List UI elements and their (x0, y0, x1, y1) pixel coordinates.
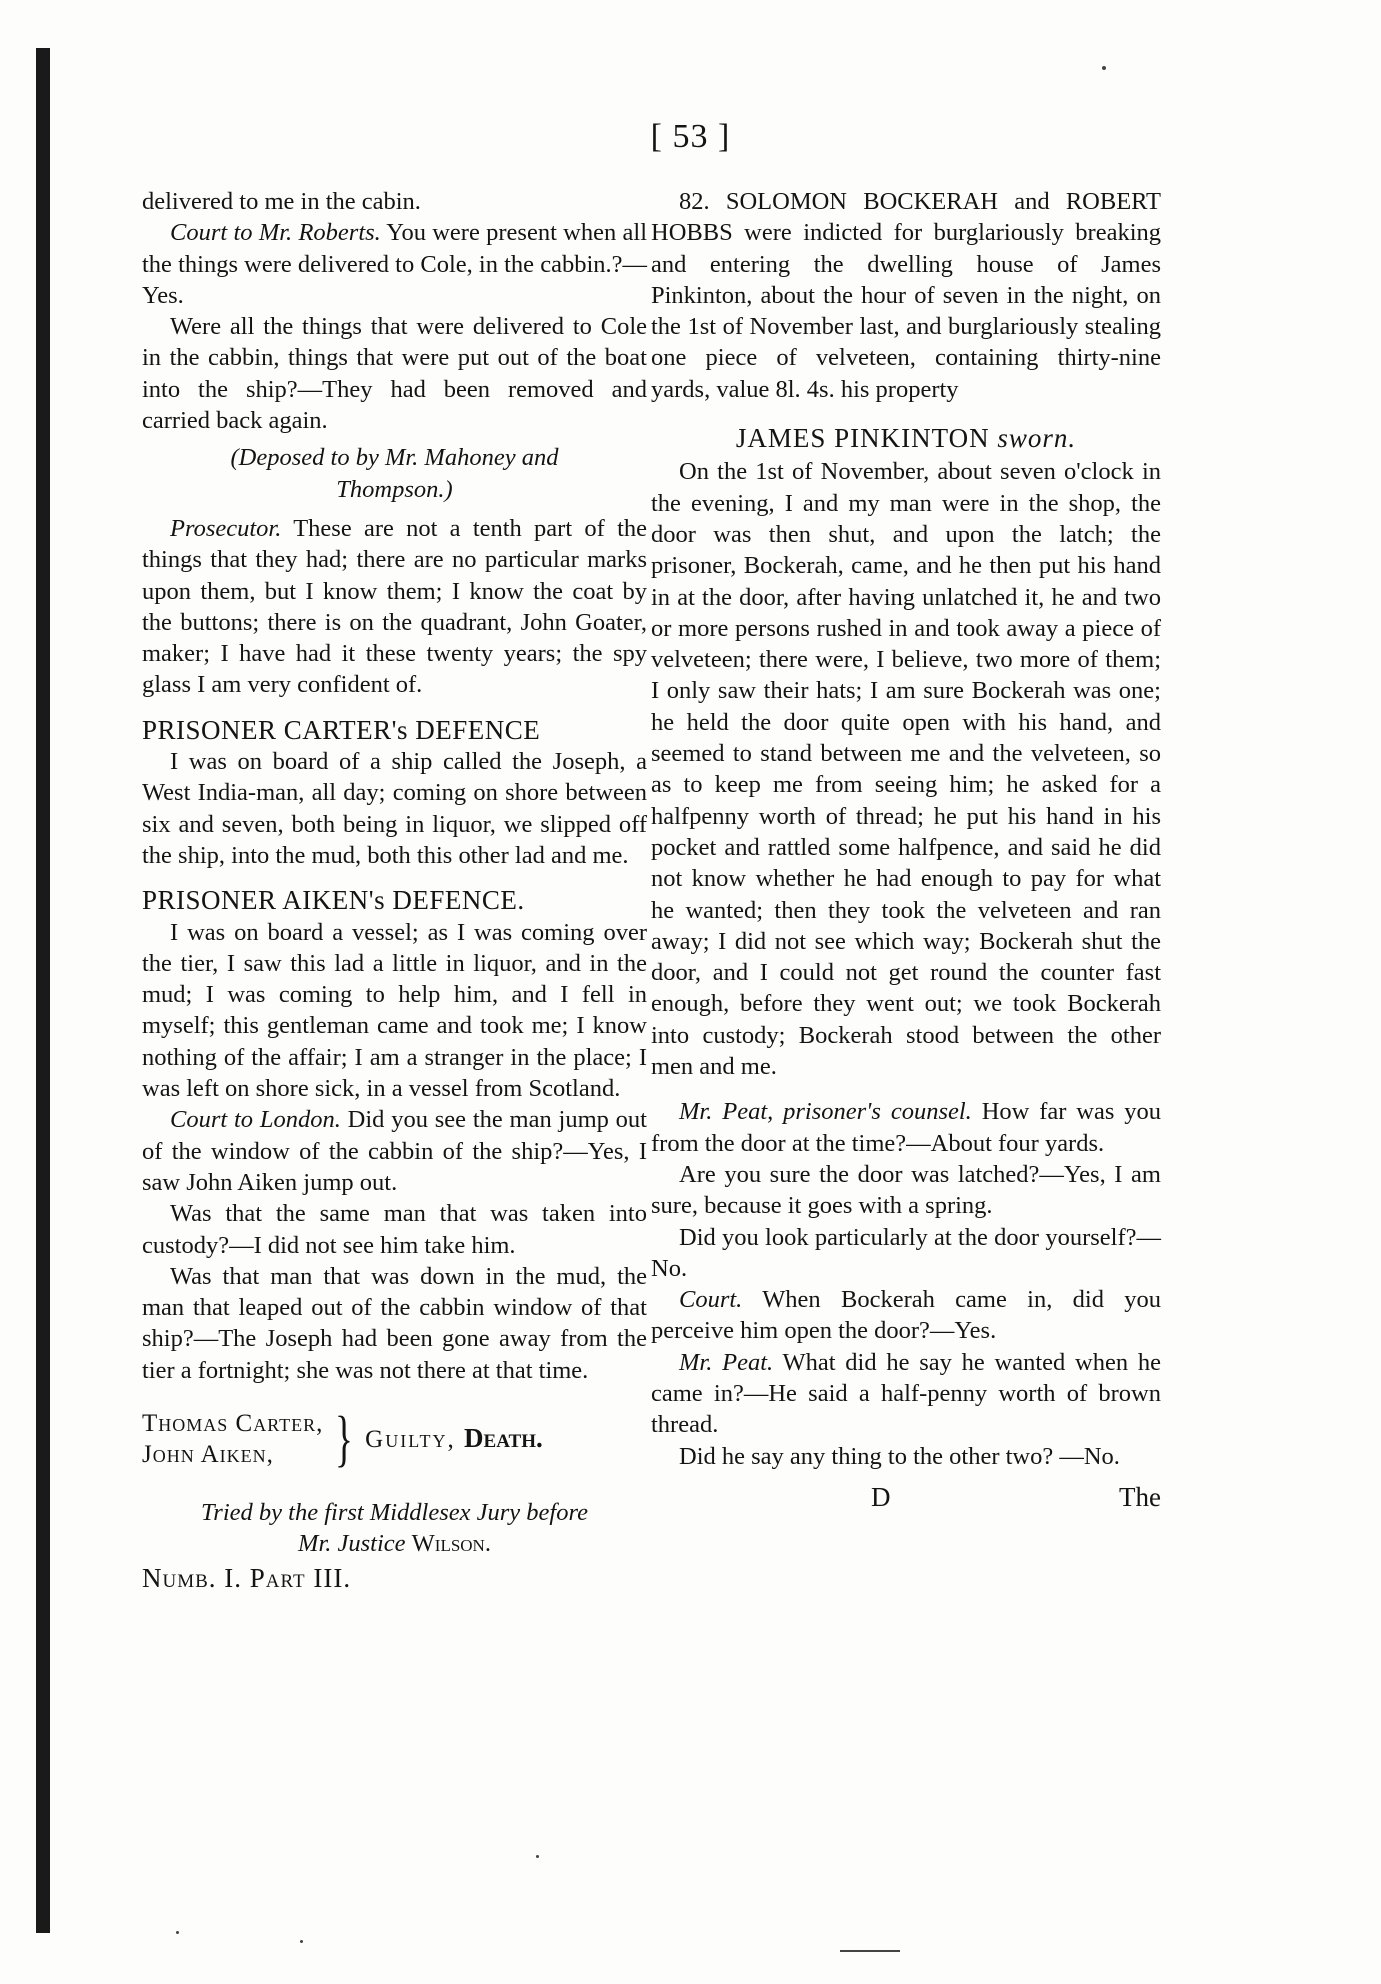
paragraph: On the 1st of November, about seven o'clock in the evening, I and my man were in the shop, the door was then shut, and upon the latch; the prisoner, Bockerah, came, and he then put his hand in at the door, after having unlatched it, he and two or more persons rushed in and took away a piece of velveteen; there were, I believe, two more of them; I only saw their hats; I am sure Bockerah was one; he held the door quite open with his hand, and seemed to stand between me and the velveteen, so as to keep me from seeing him; he asked for a halfpenny worth of thread; he put his hand in his pocket and rattled some halfpence, and said he did not know whether he had enough to pay for what he wanted; then they took the velveteen and ran away; I did not see which way; Bockerah shut the door, and I could not get round the counter fast enough, before they went out; we took Bockerah into custody; Bockerah stood between the other men and me. (651, 458, 1161, 1081)
speaker: Court to Mr. Roberts. (170, 219, 381, 247)
paragraph-text: You were present when all the things were delivered to Cole, in the cabbin.?—Yes. (142, 219, 648, 309)
paragraph (142, 1104, 647, 1198)
speaker: Prosecutor. (170, 514, 282, 542)
paragraph: Was that man that was down in the mud, the man that leaped out of the cabbin window of that ship?—The Joseph had been gone away from the tier a fortnight; she was not there at that time. (142, 1262, 647, 1384)
verdict (142, 1405, 647, 1474)
paragraph-text: How far was you from the door at the time?—About four yards. (651, 1098, 1162, 1157)
witness-name: JAMES PINKINTON (735, 423, 990, 454)
paragraph-text: When Bockerah came in, did you perceive him open the door?—Yes. (651, 1286, 1162, 1345)
paragraph: Did you look particularly at the door yourself?—No. (651, 1223, 1161, 1282)
section-heading: PRISONER AIKEN's DEFENCE. (142, 885, 525, 916)
verdict-guilty: Guilty, (365, 1426, 456, 1454)
scan-speck (1102, 66, 1106, 70)
jury-note (142, 1497, 647, 1560)
verdict-text (365, 1423, 543, 1455)
brace-glyph: } (335, 1405, 354, 1474)
left-column (142, 186, 647, 1594)
deposition-line: Thompson.) (336, 475, 453, 503)
paragraph: Did he say any thing to the other two? —No. (679, 1442, 1120, 1470)
paragraph-text: These are not a tenth part of the things that they had; there are no particular marks upon them, but I know them; I know the coat by the buttons; there is on the quadrant, John Goater, maker; I have had it these twenty years; the spy glass I am very confident of. (142, 514, 647, 699)
footer-right (651, 1482, 1161, 1513)
signature-mark: D (871, 1481, 891, 1512)
scan-edge-bar (36, 48, 50, 1933)
judge-name: Wilson. (411, 1529, 491, 1557)
verdict-names (142, 1408, 323, 1471)
paragraph (651, 1284, 1161, 1347)
scan-speck (840, 1950, 900, 1952)
deposition-note (142, 442, 647, 505)
footer-left (142, 1563, 647, 1594)
paragraph: Are you sure the door was latched?—Yes, I am sure, because it goes with a spring. (651, 1160, 1161, 1220)
page-number: [ 53 ] (650, 118, 731, 155)
speaker: Court. (679, 1286, 743, 1314)
paragraph: 82. SOLOMON BOCKERAH and ROBERT HOBBS were indicted for burglariously breaking and entering the dwelling house of James Pinkinton, about the hour of seven in the night, on the 1st of November last, and burglariously stealing one piece of velveteen, containing thirty-nine yards, value 8l. 4s. his property (651, 188, 1161, 403)
paragraph: delivered to me in the cabin. (142, 188, 421, 215)
section-heading: PRISONER CARTER's DEFENCE (142, 714, 541, 745)
paragraph (142, 513, 647, 701)
prisoner-name: Thomas Carter, (142, 1409, 324, 1437)
right-column (651, 186, 1161, 1513)
scan-speck (300, 1940, 303, 1943)
witness-sworn: sworn. (997, 423, 1077, 454)
paragraph: I was on board a vessel; as I was coming over the tier, I saw this lad a little in liquor, and in the mud; I was coming to help him, and I fell in myself; this gentleman came and took me; I know nothing of the affair; I am a stranger in the place; I was left on shore sick, in a vessel from Scotland. (142, 918, 647, 1103)
paragraph: Was that the same man that was taken into custody?—I did not see him take him. (142, 1200, 647, 1259)
jury-line (142, 1528, 647, 1559)
witness-heading (651, 423, 1161, 454)
speaker: Mr. Peat, prisoner's counsel. (679, 1098, 972, 1126)
judge-title: Mr. Justice (298, 1529, 406, 1557)
paragraph (651, 1347, 1161, 1441)
deposition-line: (Deposed to by Mr. Mahoney and (230, 444, 559, 472)
speaker: Mr. Peat. (679, 1348, 774, 1376)
number-part-label: Numb. I. Part III. (142, 1563, 352, 1594)
scan-speck (176, 1931, 179, 1934)
verdict-sentence: Death. (464, 1423, 543, 1454)
paragraph: Were all the things that were delivered to Cole in the cabbin, things that were put out of the boat into the ship?—They had been removed and carried back again. (142, 313, 647, 435)
scan-speck (536, 1855, 539, 1858)
jury-line: Tried by the first Middlesex Jury before (201, 1498, 588, 1526)
paragraph (651, 1096, 1161, 1159)
prisoner-name: John Aiken, (142, 1441, 274, 1469)
paragraph: I was on board of a ship called the Joseph, a West India-man, all day; coming on shore between six and seven, both being in liquor, we slipped off the ship, into the mud, both this other lad and me. (142, 748, 647, 869)
catchword: The (1119, 1481, 1161, 1512)
paragraph-text: What did he say he wanted when he came in?—He said a half-penny worth of brown thread. (651, 1348, 1162, 1439)
paragraph (142, 217, 647, 311)
speaker: Court to London. (170, 1106, 341, 1134)
paragraph-text: Did you see the man jump out of the window of the cabbin of the ship?—Yes, I saw John Aiken jump out. (142, 1106, 647, 1196)
